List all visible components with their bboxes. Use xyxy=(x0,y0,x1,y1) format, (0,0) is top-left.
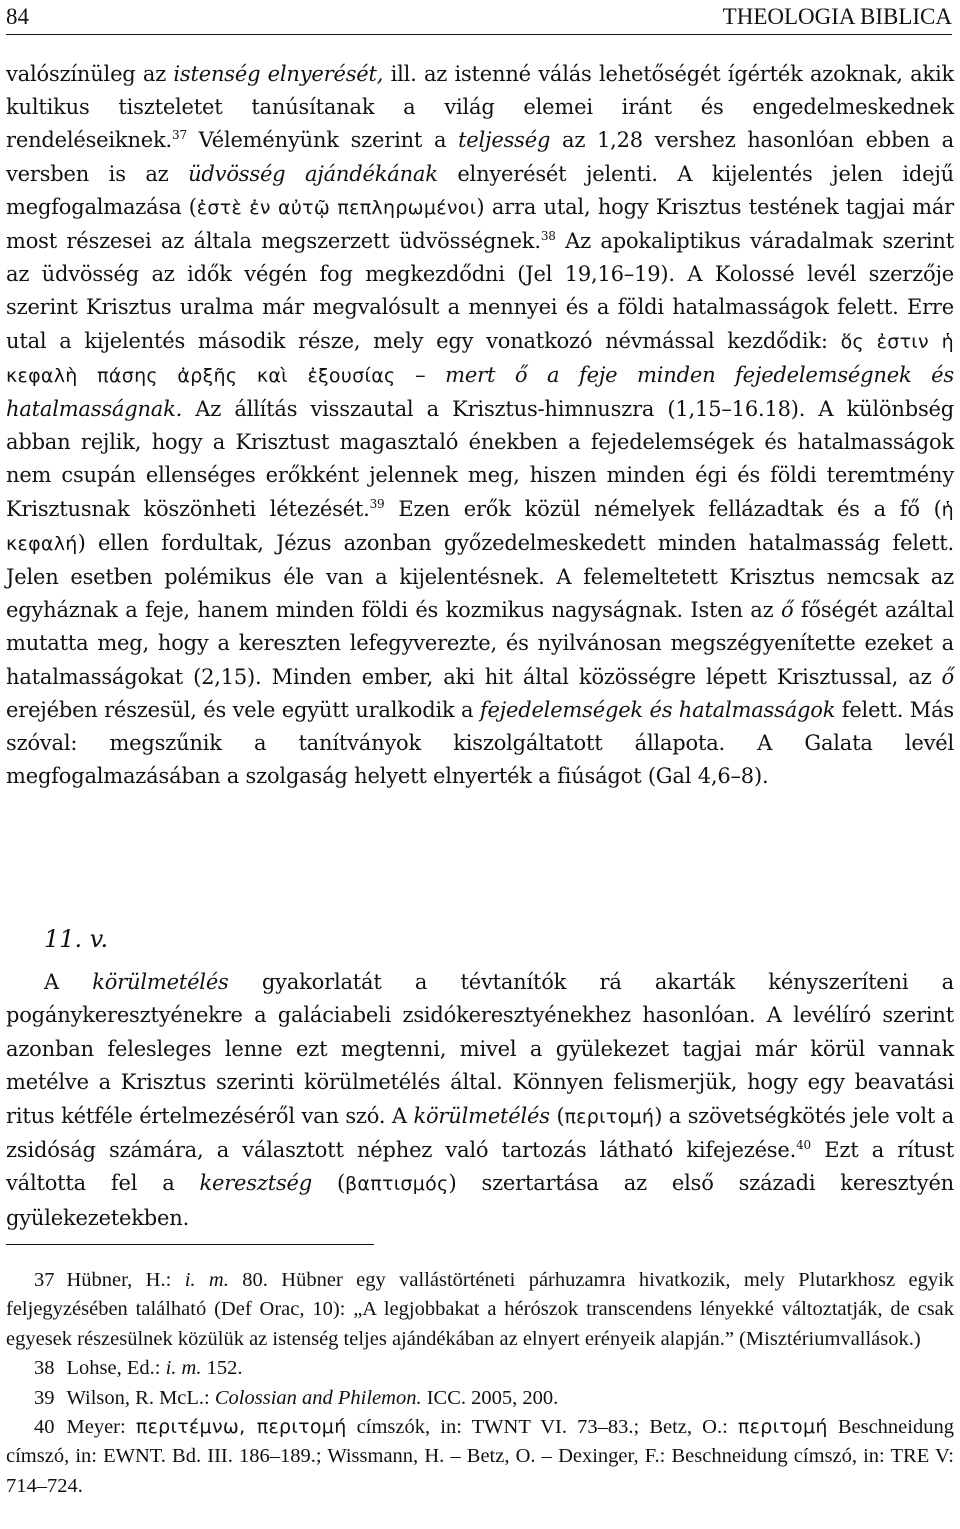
footnote-ref-40[interactable]: 40 xyxy=(796,1138,811,1153)
text-run: ( xyxy=(312,1171,345,1196)
italic-term: keresztség xyxy=(199,1171,313,1196)
italic-translation: mert ő a feje minden fejedelemségnek és hatalmasságnak. xyxy=(6,362,954,422)
text-run: ) szertartása az első századi keresztyén gyülekezetekben. xyxy=(6,1171,955,1230)
footnote-ref-39[interactable]: 39 xyxy=(369,496,385,511)
footnote-separator xyxy=(6,1244,374,1245)
footnote-37 xyxy=(6,1266,954,1354)
text-run: az 1,28 vershez hasonlóan ebben a versben is az xyxy=(6,128,954,186)
footnotes xyxy=(6,1266,954,1501)
footnote-number: 37 xyxy=(34,1269,55,1291)
text-run: 152. xyxy=(201,1357,243,1380)
greek-word: βαπτισμός xyxy=(344,1173,449,1196)
text-run: ( xyxy=(549,1103,565,1128)
text-run: A xyxy=(44,970,93,994)
text-run: Ezen erők közül némelyek fellázadtak és a fő ( xyxy=(384,496,942,521)
footnote-38 xyxy=(6,1354,954,1383)
text-run: Ezt a rítust váltotta fel a xyxy=(6,1138,955,1196)
text-run: elnyerését jelenti. A kijelentés jelen idejű megfogalmazása ( xyxy=(6,161,954,219)
body-paragraph-2 xyxy=(6,966,954,1235)
text-run: ICC. 2005, 200. xyxy=(421,1386,559,1409)
footnote-ref-38[interactable]: 38 xyxy=(540,229,556,244)
section-heading: 11. v. xyxy=(44,925,109,953)
text-run: felett. Más szóval: megszűnik a tanítványok kiszolgáltatott állapota. A Galata levél megfogalmazásában a szolgaság helyett elnyerték a fiúságot (Gal 4,6–8). xyxy=(6,697,954,789)
paragraph xyxy=(6,966,954,1235)
running-title: THEOLOGIA BIBLICA xyxy=(722,4,952,29)
text-run: ) a szövetségkötés jele volt a zsidóság számára, a választott néphez való tartozás látható kifejezése. xyxy=(6,1103,954,1163)
italic-title: Colossian and Philemon. xyxy=(214,1386,422,1409)
text-run: Wilson, R. McL.: xyxy=(66,1386,215,1409)
footnote-ref-37[interactable]: 37 xyxy=(172,128,187,143)
italic-term: i. m. xyxy=(184,1269,229,1291)
footnote-40 xyxy=(6,1413,954,1501)
text-run: Véleményünk szerint a xyxy=(186,128,459,153)
text-run: főségét azáltal mutatta meg, hogy a kereszten lefegyverezte, és nyilvánosan megszégyenítette ezeket a hatalmasságokat (2,15). Minden ember, aki hit által közösségre lépett Krisztussal, az xyxy=(6,598,954,689)
text-run: erejében részesül, és vele együtt uralkodik a xyxy=(6,697,480,722)
greek-word: περιτομή xyxy=(564,1105,655,1128)
text-run: Lohse, Ed.: xyxy=(66,1357,166,1380)
text-run: Hübner, H.: xyxy=(66,1269,185,1291)
text-run: ) ellen fordultak, Jézus azonban győzedelmeskedett minden hatalmasság felett. Jelen esetben polémikus éle van a kijelentésnek. A felemeltetett Krisztus nemcsak az egyháznak a feje, hanem minden földi és kozmikus nagyságnak. Isten az xyxy=(6,530,954,623)
text-run: – xyxy=(395,362,446,387)
italic-term: körülmetélés xyxy=(413,1103,550,1128)
italic-term: teljesség xyxy=(458,128,551,153)
text-run: ) arra utal, hogy Krisztus testének tagjai már most részesei az általa megszerzett üdvösségnek. xyxy=(6,194,954,254)
text-run: Meyer: xyxy=(66,1416,136,1439)
greek-phrase: ἡ κεφαλή xyxy=(6,498,954,555)
page-number: 84 xyxy=(6,4,29,29)
italic-term: ő xyxy=(780,598,794,623)
paragraph xyxy=(6,58,954,793)
footnote-39 xyxy=(6,1384,954,1413)
italic-term: üdvösség ajándékának xyxy=(188,161,438,186)
footnote-number: 40 xyxy=(34,1416,55,1439)
greek-word: περιτέμνω, περιτομή xyxy=(135,1416,347,1439)
text-run: ill. az istenné válás lehetőségét ígérték azoknak, akik kultikus tiszteletet tanúsítanak a világ elemei iránt és engedelmeskednek rendeléseiknek. xyxy=(6,62,954,153)
greek-phrase: ἐστὲ ἐν αὐτῷ πεπληρωμένοι xyxy=(196,196,477,219)
text-run: gyakorlatát a tévtanítók rá akarták kényszeríteni a pogánykeresztyénekre a galáciabeli zsidókeresztyénekhez hasonlóan. A levélíró szerint azonban felesleges lenne ezt megtenni, mivel a gyülekezet tagjai már körül vannak metélve a Krisztus szerinti körülmetélés által. Könnyen felismerjük, hogy egy beavatási ritus kétféle értelmezéséről van szó. A xyxy=(6,970,954,1128)
text-run: 80. Hübner egy vallástörténeti párhuzamra hivatkozik, mely Plutarkhosz egyik feljegyzésében található (Def Orac, 10): „A legjobbakat a hérószok transcendens lényekké változtatják, de csak egyesek részesülnek közülük az istenség teljes ajándékában az elnyert erényeik alapján.” (Misztériumvallások.) xyxy=(6,1269,955,1350)
italic-term: körülmetélés xyxy=(92,970,229,994)
text-run: Az apokaliptikus váradalmak szerint az üdvösség az idők végén fog megkezdődni (Jel 19,16–19). A Kolossé levél szerzője szerint Krisztus uralma már megvalósult a mennyei és a földi hatalmasságok felett. Erre utal a kijelentés második része, mely egy vonatkozó névmással kezdődik: xyxy=(6,229,954,353)
footnote-number: 38 xyxy=(34,1357,55,1380)
text-run: valószínüleg az xyxy=(6,62,174,86)
italic-term: fejedelemségek és hatalmasságok xyxy=(479,697,836,722)
greek-phrase: ὅς ἐστιν ἡ κεφαλὴ πάσης ἀρξῆς καὶ ἐξουσίας xyxy=(6,330,954,387)
greek-word: περιτομή xyxy=(737,1416,828,1439)
text-run: Az állítás visszautal a Krisztus-himnuszra (1,15–16.18). A különbség abban rejlik, hogy a Krisztust magasztaló énekben a fejedelemségek és hatalmasságok nem csupán ellenséges erőkként jelennek meg, hiszen minden égi és földi teremtmény Krisztusnak köszönheti létezését. xyxy=(6,397,954,521)
italic-term: istenség elnyerését, xyxy=(173,62,384,86)
italic-term: ő xyxy=(941,664,954,689)
page-header xyxy=(6,0,952,35)
footnote-number: 39 xyxy=(34,1386,55,1409)
body-paragraph-1 xyxy=(6,58,954,793)
text-run: Beschneidung címszó, in: EWNT. Bd. III. 186–189.; Wissmann, H. – Betz, O. – Dexinger, F.: Beschneidung címszó, in: TRE V: 714–724. xyxy=(6,1416,954,1497)
text-run: címszók, in: TWNT VI. 73–83.; Betz, O.: xyxy=(346,1416,738,1439)
italic-term: i. m. xyxy=(165,1357,202,1380)
